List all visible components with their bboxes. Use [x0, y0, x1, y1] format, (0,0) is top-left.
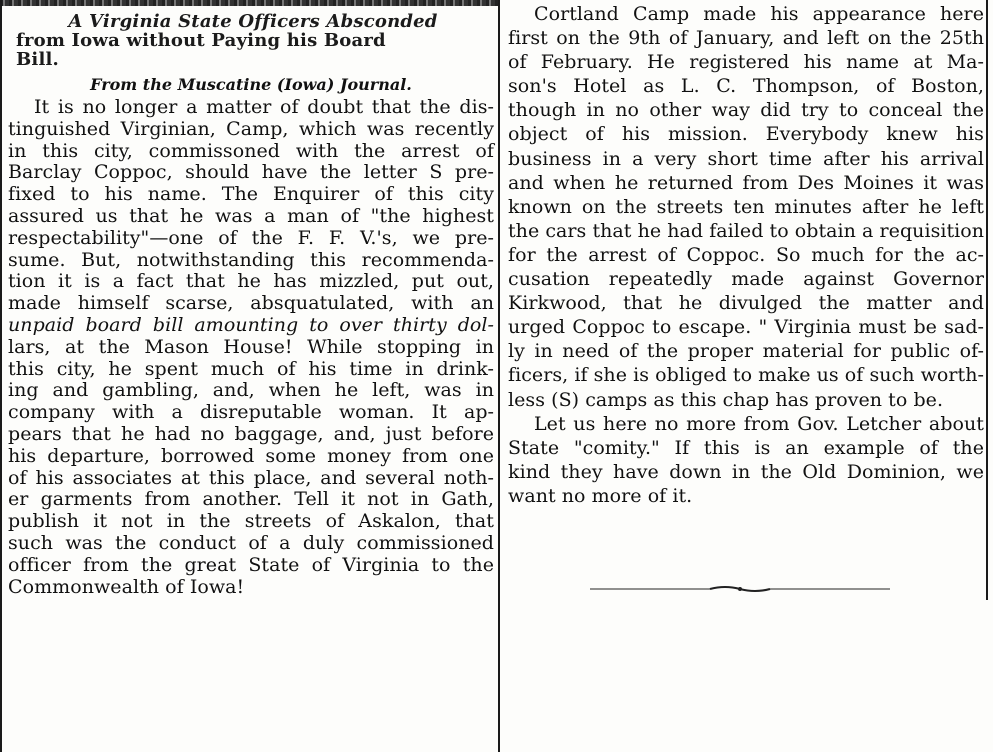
text-line: lars, at the Mason House! While stopping in — [8, 335, 494, 358]
right-column-rule — [986, 0, 988, 600]
text-line: want no more of it. — [508, 484, 693, 507]
text-line: ficers, if she is obliged to make us of such worth- — [508, 364, 984, 387]
text-line: his departure, borrowed some money from one — [8, 444, 494, 467]
text-line: such was the conduct of a duly commissioned — [8, 531, 494, 554]
text-line: ly in need of the proper material for public of- — [508, 340, 984, 363]
text-line: company with a disreputable woman. It ap- — [8, 401, 494, 424]
text-line: unpaid board bill amounting to over thirty dol- — [8, 313, 494, 336]
text-line: assured us that he was a man of "the highest — [8, 204, 494, 227]
text-line: Kirkwood, that he divulged the matter and — [508, 292, 984, 315]
text-line: Commonwealth of Iowa! — [8, 575, 245, 598]
text-line: business in a very short time after his arrival — [508, 147, 984, 170]
headline-line: from Iowa without Paying his Board — [16, 30, 386, 51]
text-line: State "comity." If this is an example of the — [508, 436, 984, 459]
text-line: made himself scarse, absquatulated, with an — [8, 292, 494, 315]
text-line: tion it is a fact that he has mizzled, put out, — [8, 270, 494, 293]
text-line: known on the streets ten minutes after he left — [508, 195, 984, 218]
text-line: tinguished Virginian, Camp, which was recently — [8, 117, 494, 140]
text-line: Barclay Coppoc, should have the letter S pre- — [8, 161, 494, 184]
text-line: of his associates at this place, and several noth- — [8, 466, 494, 489]
text-line: er garments from another. Tell it not in Gath, — [8, 488, 494, 511]
text-line: urged Coppoc to escape. " Virginia must be sad- — [508, 316, 984, 339]
text-line: less (S) camps as this chap has proven to be. — [508, 388, 944, 411]
headline-line: Bill. — [16, 49, 59, 70]
text-line: ing and gambling, and, when he left, was in — [8, 379, 494, 402]
text-line: kind they have down in the Old Dominion, we — [508, 460, 984, 483]
text-line: in this city, commissoned with the arrest of — [8, 139, 494, 162]
text-line: and when he returned from Des Moines it was — [508, 171, 984, 194]
text-line: first on the 9th of January, and left on the 25th — [508, 27, 984, 50]
text-line: this city, he spent much of his time in drink- — [8, 357, 494, 380]
right-column — [508, 0, 984, 508]
text-line: Cortland Camp made his appearance here — [534, 3, 984, 25]
text-line: for the arrest of Coppoc. So much for the ac- — [508, 243, 984, 266]
column-divider-rule — [498, 0, 500, 752]
text-line: of February. He registered his name at Ma- — [508, 51, 984, 74]
text-line: fixed to his name. The Enquirer of this city — [8, 183, 494, 206]
text-line: though in no other way did try to conceal the — [508, 99, 984, 122]
text-line: sume. But, notwithstanding this recommenda- — [8, 248, 494, 271]
text-line: It is no longer a matter of doubt that the dis- — [34, 96, 494, 118]
text-line: object of his mission. Everybody knew his — [508, 123, 984, 146]
left-column-rule — [0, 0, 2, 752]
text-line: respectability"—one of the F. F. V.'s, we pre- — [8, 226, 494, 249]
text-line: publish it not in the streets of Askalon, that — [8, 510, 494, 533]
end-of-article-ornament — [590, 584, 890, 594]
text-line: pears that he had no baggage, and, just before — [8, 422, 494, 445]
text-line: Let us here no more from Gov. Letcher about — [534, 412, 984, 435]
text-line: cusation repeatedly made against Governor — [508, 268, 984, 291]
left-column — [8, 0, 494, 598]
text-line: officer from the great State of Virginia to the — [8, 553, 494, 576]
headline-line: A Virginia State Officers Absconded — [68, 11, 438, 32]
article-dateline: From the Muscatine (Iowa) Journal. — [90, 75, 412, 94]
text-line: the cars that he had failed to obtain a requisition — [508, 219, 985, 242]
left-column-body — [8, 97, 494, 598]
text-line: son's Hotel as L. C. Thompson, of Boston, — [508, 75, 984, 98]
article-headline — [16, 12, 490, 69]
